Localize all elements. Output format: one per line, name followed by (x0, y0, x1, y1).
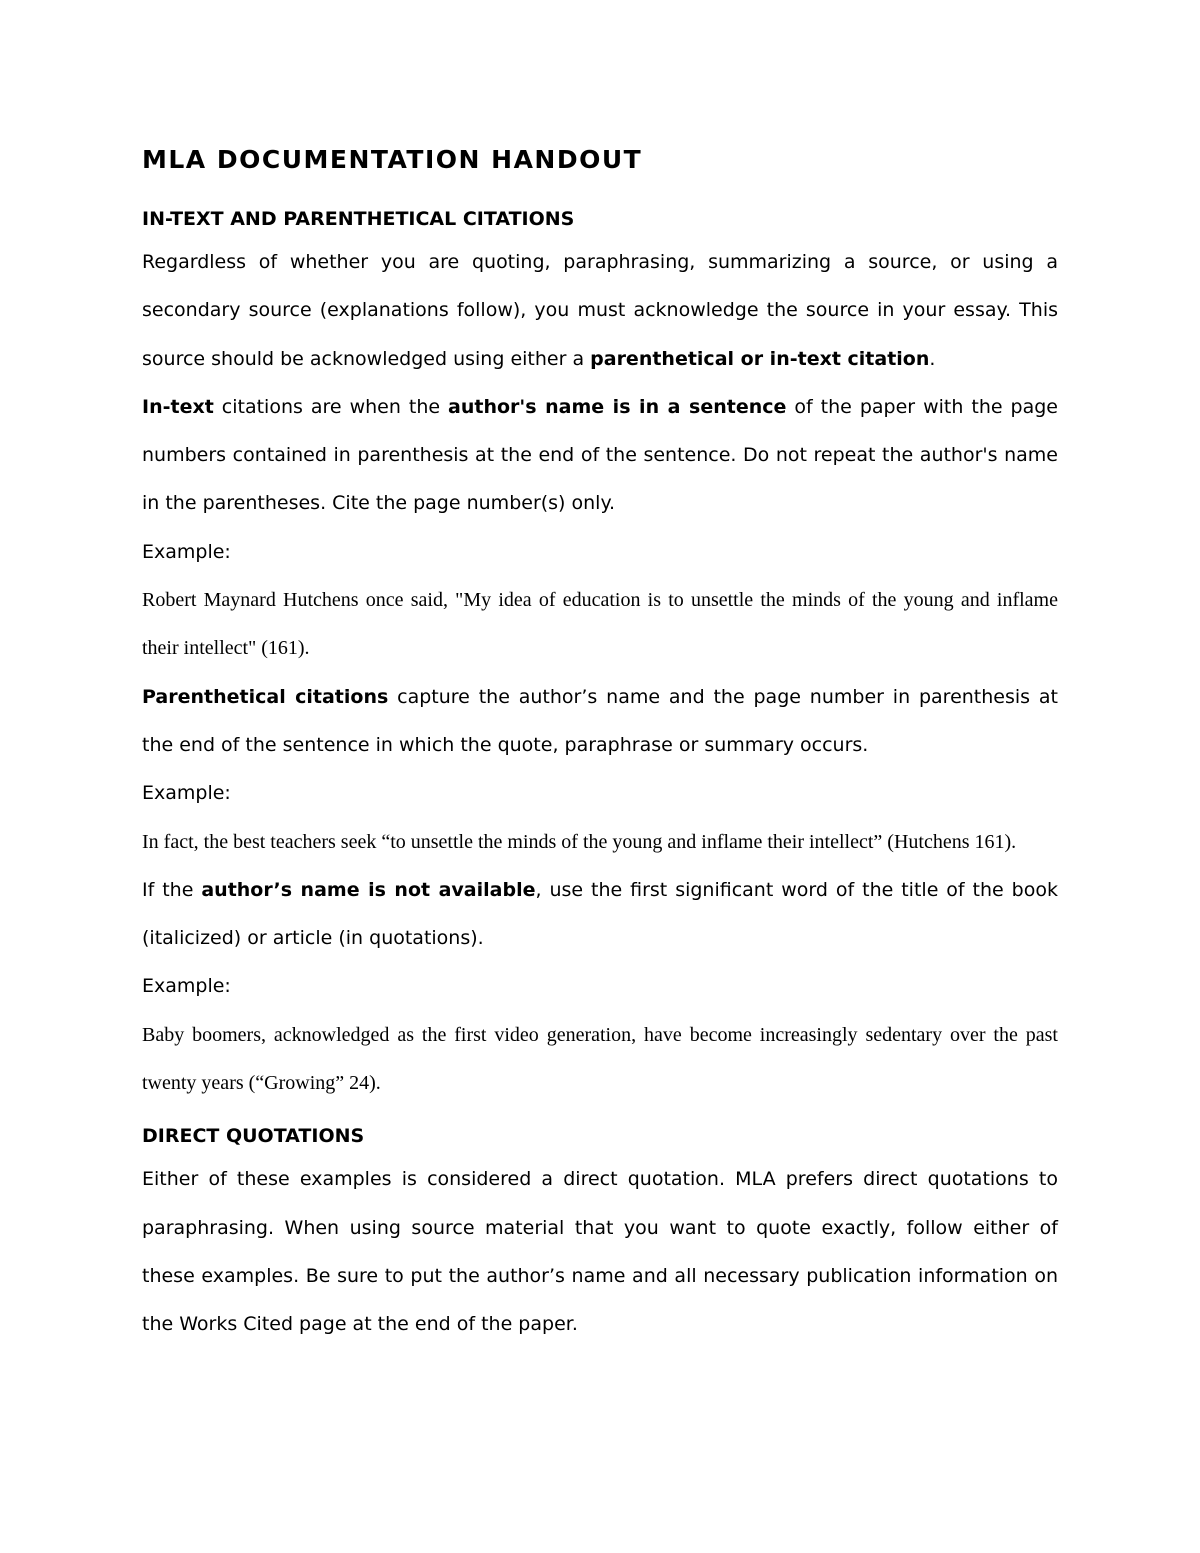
section-heading-citations: IN-TEXT AND PARENTHETICAL CITATIONS (142, 208, 575, 230)
example-label-2: Example: (142, 782, 231, 805)
intro-bold: parenthetical or in-text citation (590, 347, 930, 370)
intro-paragraph (142, 238, 1058, 383)
in-text-text-1: citations are when the (213, 395, 449, 418)
direct-quotations-paragraph: Either of these examples is considered a direct quotation. MLA prefers direct quotations to paraphrasing. When using source material that you want to quote exactly, follow either of these examples. Be sure to put the author’s name and all necessary publication information on the Works Cited page at the end of the paper. (142, 1168, 1058, 1336)
parenthetical-paragraph (142, 673, 1058, 770)
no-author-text-2: , use the first significant word of the title of the book (italicized) or article (in quotations). (142, 878, 1058, 950)
page-title: MLA DOCUMENTATION HANDOUT (142, 145, 643, 174)
intro-end: . (929, 347, 936, 370)
no-author-paragraph (142, 866, 1058, 963)
intro-text: Regardless of whether you are quoting, paraphrasing, summarizing a source, or using a secondary source (explanations follow), you must acknowledge the source in your essay. This source should be acknowledged using either a (142, 251, 1058, 370)
example-1: Robert Maynard Hutchens once said, "My idea of education is to unsettle the minds of the young and inflame their intellect" (161). (142, 589, 1058, 660)
section-heading-direct-quotations: DIRECT QUOTATIONS (142, 1125, 365, 1148)
parenthetical-text: capture the author’s name and the page number in parenthesis at the end of the sentence in which the quote, paraphrase or summary occurs. (142, 685, 1059, 756)
in-text-bold-2: author's name is in a sentence (448, 395, 787, 418)
in-text-paragraph (142, 383, 1058, 528)
example-label-1: Example: (142, 540, 231, 563)
document-page (142, 120, 1058, 1349)
example-label-3: Example: (142, 975, 231, 998)
in-text-text-2: of the paper with the page numbers contained in parenthesis at the end of the sentence. Do not repeat the author's name in the parentheses. Cite the page number(s) only. (142, 395, 1058, 515)
example-3: Baby boomers, acknowledged as the first video generation, have become increasingly sedentary over the past twenty years (“Growing” 24). (142, 1023, 1058, 1095)
no-author-bold: author’s name is not available (201, 878, 536, 901)
example-2: In fact, the best teachers seek “to unsettle the minds of the young and inflame their intellect” (Hutchens 161). (142, 830, 1017, 853)
parenthetical-bold: Parenthetical citations (142, 685, 389, 708)
no-author-text-1: If the (142, 878, 202, 901)
in-text-bold-1: In-text (142, 395, 214, 418)
